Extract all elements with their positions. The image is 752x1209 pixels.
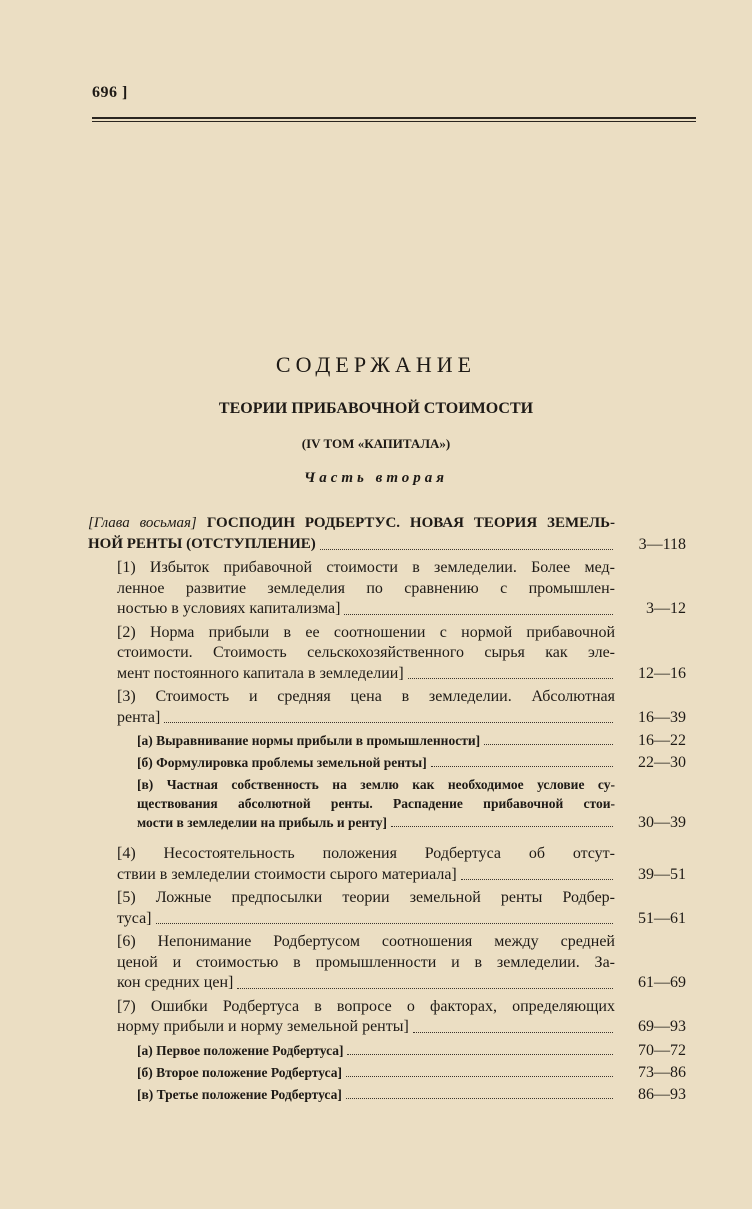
toc-line-text: [4) Несостоятельность положения Родбертуса об отсут- <box>117 845 615 862</box>
toc-line-text: рента] <box>117 708 161 726</box>
table-of-contents <box>88 512 686 1107</box>
toc-line-text: ленное развитие земледелия по сравнению с промышлен- <box>117 579 615 597</box>
page-range: 70—72 <box>638 1041 686 1059</box>
page-range: 51—61 <box>638 909 686 927</box>
toc-line: НОЙ РЕНТЫ (ОТСТУПЛЕНИЕ) <box>88 534 615 555</box>
toc-line <box>137 794 615 813</box>
toc-line-text: [6) Непонимание Родбертусом соотношения между средней <box>117 933 615 950</box>
toc-line <box>117 844 615 865</box>
volume-subheading: (IV ТОМ «КАПИТАЛА») <box>301 436 451 451</box>
toc-line-text: [а) Выравнивание нормы прибыли в промышленности] <box>137 733 481 748</box>
page-range: 30—39 <box>638 814 686 831</box>
toc-line <box>117 599 615 620</box>
dot-leader <box>320 534 613 550</box>
toc-line-text: кон средних цен] <box>117 974 234 991</box>
page-range: 73—86 <box>638 1063 686 1081</box>
toc-line-text: ществования абсолютной ренты. Распадение прибавочной стои- <box>137 796 615 811</box>
page-range: 39—51 <box>638 865 686 883</box>
toc-line <box>137 775 615 794</box>
toc-line-text: ствии в земледелии стоимости сырого материала] <box>117 865 457 883</box>
toc-line-text: туса] <box>117 909 152 927</box>
toc-line-text: [б) Второе положение Родбертуса] <box>137 1064 342 1080</box>
toc-line <box>137 1041 615 1060</box>
toc-subsection-entry[interactable] <box>137 1041 686 1060</box>
toc-line-text: [в) Частная собственность на землю как необходимое условие су- <box>137 777 615 792</box>
dot-leader <box>156 909 613 925</box>
toc-line-text: [2) Норма прибыли в ее соотношении с нормой прибавочной <box>117 623 615 641</box>
dot-leader <box>347 1041 613 1055</box>
dot-leader <box>344 599 613 615</box>
page-range: 12—16 <box>638 664 686 682</box>
toc-chapter-entry[interactable] <box>88 512 686 555</box>
dot-leader <box>484 731 613 745</box>
page-range: 3—12 <box>646 600 686 617</box>
toc-line-text: норму прибыли и норму земельной ренты] <box>117 1018 409 1035</box>
toc-line-text: ностью в условиях капитализма] <box>117 600 341 617</box>
toc-line <box>117 623 615 644</box>
toc-line-text: [а) Первое положение Родбертуса] <box>137 1042 344 1058</box>
toc-section-entry[interactable] <box>117 844 686 885</box>
toc-line <box>117 579 615 600</box>
toc-line-text: [в) Третье положение Родбертуса] <box>137 1086 342 1102</box>
dot-leader <box>346 1063 613 1077</box>
toc-line <box>117 664 615 685</box>
toc-section-entry[interactable] <box>117 932 686 994</box>
toc-section-entry[interactable] <box>117 997 686 1038</box>
page-range: 16—22 <box>638 732 686 749</box>
toc-line <box>117 643 615 664</box>
toc-line-text: ценой и стоимостью в промышленности и в земледелии. За- <box>117 953 615 971</box>
toc-line <box>117 1017 615 1038</box>
toc-line <box>117 687 615 708</box>
toc-line-text: стоимости. Стоимость сельскохозяйственного сырья как эле- <box>117 644 615 661</box>
toc-line <box>137 813 615 832</box>
dot-leader <box>408 664 613 680</box>
toc-line-text: [б) Формулировка проблемы земельной ренты] <box>137 755 427 770</box>
page-range: 22—30 <box>638 754 686 771</box>
page-range: 3—118 <box>638 536 686 553</box>
toc-line <box>117 708 615 729</box>
toc-line <box>117 973 615 994</box>
toc-line-text: мент постоянного капитала в земледелии] <box>117 664 404 682</box>
toc-line <box>137 753 615 772</box>
dot-leader <box>413 1017 613 1033</box>
dot-leader <box>431 753 613 767</box>
toc-line <box>117 865 615 886</box>
toc-line <box>117 932 615 953</box>
toc-line <box>117 558 615 579</box>
toc-line <box>117 953 615 974</box>
toc-subsection-entry[interactable] <box>137 1063 686 1082</box>
toc-line <box>137 731 615 750</box>
dot-leader <box>237 973 613 989</box>
dot-leader <box>164 708 613 724</box>
header-rule <box>92 117 696 119</box>
toc-subsection-entry[interactable] <box>137 753 686 772</box>
toc-subsection-entry[interactable] <box>137 731 686 750</box>
toc-section-entry[interactable] <box>117 623 686 685</box>
toc-line-text: [7) Ошибки Родбертуса в вопросе о факторах, определяющих <box>117 997 615 1015</box>
toc-subsection-entry[interactable] <box>137 775 686 832</box>
page-range: 16—39 <box>638 708 686 726</box>
toc-line-text: [5) Ложные предпосылки теории земельной ренты Родбер- <box>117 889 615 906</box>
part-heading: Часть вторая <box>303 470 449 486</box>
toc-section-entry[interactable] <box>117 888 686 929</box>
toc-subsection-entry[interactable] <box>137 1085 686 1104</box>
chapter-prefix: [Глава восьмая] <box>88 515 197 531</box>
header-rule-thin <box>92 121 696 122</box>
dot-leader <box>461 865 613 881</box>
toc-line <box>117 997 615 1018</box>
page-number: 696 ] <box>92 84 128 101</box>
page-range: 69—93 <box>638 1018 686 1035</box>
toc-section-entry[interactable] <box>117 687 686 728</box>
contents-title: СОДЕРЖАНИЕ <box>275 352 477 377</box>
toc-line <box>137 1063 615 1082</box>
toc-line-text: [3) Стоимость и средняя цена в земледелии. Абсолютная <box>117 688 615 705</box>
toc-line <box>117 909 615 930</box>
toc-line <box>137 1085 615 1104</box>
toc-section-entry[interactable] <box>117 558 686 620</box>
dot-leader <box>391 813 613 827</box>
toc-line: [Глава восьмая] ГОСПОДИН РОДБЕРТУС. НОВАЯ ТЕОРИЯ ЗЕМЕЛЬ- <box>88 515 615 531</box>
toc-line-text: [1) Избыток прибавочной стоимости в земледелии. Более мед- <box>117 559 615 576</box>
book-heading: ТЕОРИИ ПРИБАВОЧНОЙ СТОИМОСТИ <box>218 400 534 417</box>
page-range: 61—69 <box>638 974 686 991</box>
page-range: 86—93 <box>638 1085 686 1103</box>
toc-line <box>117 888 615 909</box>
dot-leader <box>346 1085 613 1099</box>
toc-line-text: мости в земледелии на прибыль и ренту] <box>137 815 388 830</box>
